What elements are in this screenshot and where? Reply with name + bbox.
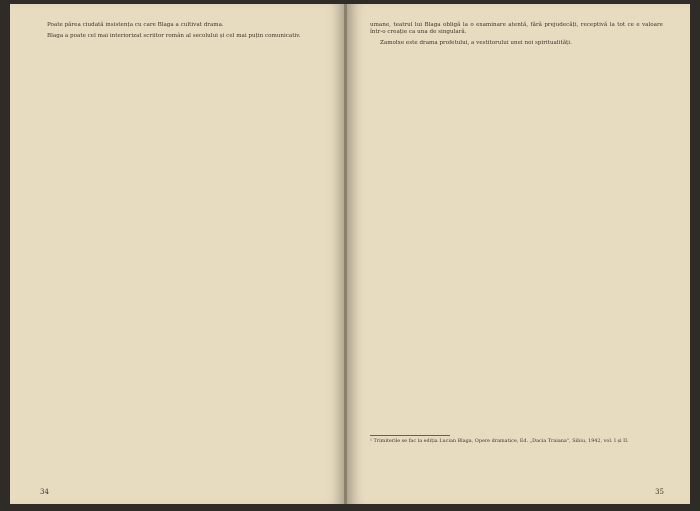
page-number: 34: [40, 488, 49, 496]
right-page-text: [370, 22, 663, 47]
footnote-rule: [370, 435, 450, 436]
paragraph: Poate părea ciudată insistența cu care Blaga a cultivat drama.: [47, 22, 224, 28]
left-page-text: [37, 22, 320, 40]
paragraph: umane, teatrul lui Blaga obligă la o examinare atentă, fără prejudecăți, receptivă la tot ce e valoare într-o creație ca una de singulară.: [370, 22, 663, 35]
paragraph: Zamolxe este drama profetului, a vestitorului unei noi spiritualități.: [380, 39, 572, 46]
paragraph: Blaga a poate cel mai interiorizat scriitor român al secolului și cel mai puțin comunicativ.: [47, 32, 301, 39]
left-page: [10, 4, 345, 504]
page-number: 35: [655, 488, 664, 496]
right-page: [347, 4, 690, 504]
footnotes: ¹ Trimiterile se fac la ediția Lucian Blaga, Opere dramatice, Ed. „Dacia Traiana", Sibiu, 1942, vol. I și II.: [370, 438, 629, 444]
